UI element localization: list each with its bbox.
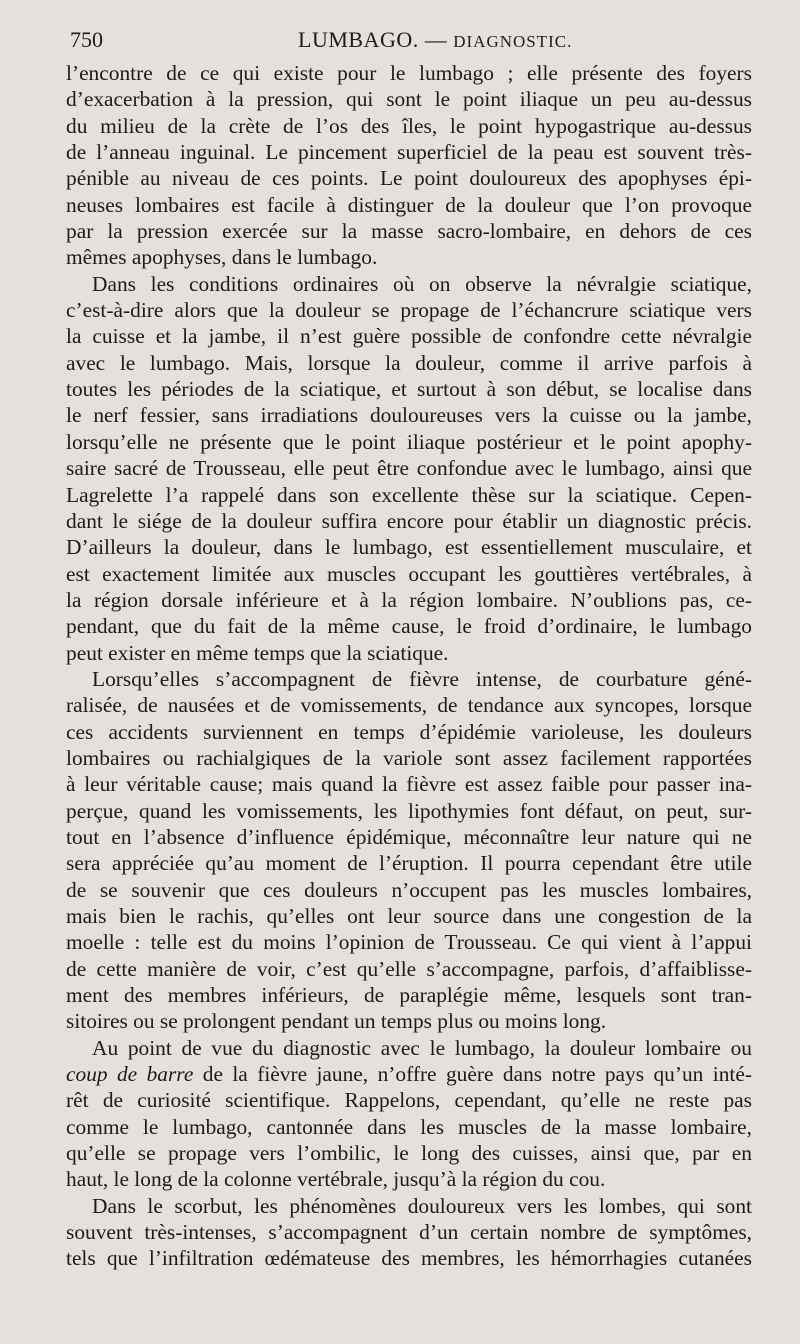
text-line: Lorsqu’elles s’accompagnent de fièvre intense, de courbature géné-: [92, 666, 752, 691]
text-line: est exactement limitée aux muscles occupant les gouttières vertébrales, à: [66, 561, 752, 586]
text-line: souvent très-intenses, s’accompagnent d’un certain nombre de symptômes,: [66, 1220, 752, 1245]
text-line: peut exister en même temps que la sciatique.: [66, 640, 449, 665]
paragraph-3: [66, 666, 752, 1035]
chapter-title: LUMBAGO.: [298, 27, 419, 52]
text-line: [66, 1061, 752, 1087]
text-line: rêt de curiosité scientifique. Rappelons, cependant, qu’elle ne reste pas: [66, 1088, 752, 1113]
text-line: D’ailleurs la douleur, dans le lumbago, est essentiellement musculaire, et: [66, 535, 752, 560]
running-title: [298, 22, 572, 60]
text-line: mêmes apophyses, dans le lumbago.: [66, 245, 378, 270]
text-line: toutes les périodes de la sciatique, et surtout à son début, se localise dans: [66, 377, 752, 402]
text-line: par la pression exercée sur la masse sacro-lombaire, en dehors de ces: [66, 219, 752, 244]
text-line: avec le lumbago. Mais, lorsque la douleur, comme il arrive parfois à: [66, 350, 752, 375]
text-line: neuses lombaires est facile à distinguer de la douleur que l’on provoque: [66, 192, 752, 217]
text-line: ces accidents surviennent en temps d’épidémie varioleuse, les douleurs: [66, 719, 752, 744]
section-title: DIAGNOSTIC.: [453, 32, 573, 51]
paragraph-1: [66, 60, 752, 271]
text-line: dant le siége de la douleur suffira encore pour établir un diagnostic précis.: [66, 508, 752, 533]
text-line: mais bien le rachis, qu’elles ont leur source dans une congestion de la: [66, 904, 752, 928]
text-line: lombaires ou rachialgiques de la variole sont assez facilement rapportées: [66, 745, 752, 770]
paragraph-5: [66, 1193, 752, 1272]
text-line: tout en l’absence d’influence épidémique, méconnaître leur nature qui ne: [66, 824, 752, 849]
text-line: Dans les conditions ordinaires où on observe la névralgie sciatique,: [92, 271, 752, 296]
text-line: de se souvenir que ces douleurs n’occupent pas les muscles lombaires,: [66, 877, 752, 902]
text-line: perçue, quand les vomissements, les lipothymies font défaut, on peut, sur-: [66, 798, 752, 823]
text-line: sitoires ou se prolongent pendant un temps plus ou moins long.: [66, 1009, 607, 1034]
text-line: lorsqu’elle ne présente que le point iliaque postérieur et le point apophy-: [66, 429, 752, 454]
text-line: moelle : telle est du moins l’opinion de Trousseau. Ce qui vient à l’appui: [66, 930, 752, 955]
text-line: saire sacré de Trousseau, elle peut être confondue avec le lumbago, ainsi que: [66, 456, 752, 481]
text-line: de l’anneau inguinal. Le pincement superficiel de la peau est souvent très-: [66, 140, 752, 165]
paragraph-2: [66, 271, 752, 666]
text-line: de cette manière de voir, c’est qu’elle s’accompagne, parfois, d’affaiblisse-: [66, 956, 752, 981]
text-line: haut, le long de la colonne vertébrale, jusqu’à la région du cou.: [66, 1167, 606, 1192]
text-line: sera appréciée qu’au moment de l’éruption. Il pourra cependant être utile: [66, 851, 752, 876]
text-line: la cuisse et la jambe, il n’est guère possible de confondre cette névralgie: [66, 324, 752, 349]
text-line: ment des membres inférieurs, de paraplégie même, lesquels sont tran-: [66, 983, 752, 1008]
text-line: c’est-à-dire alors que la douleur se propage de l’échancrure sciatique vers: [66, 298, 752, 323]
title-dash: —: [424, 27, 448, 52]
text-line: Dans le scorbut, les phénomènes douloureux vers les lombes, qui sont: [92, 1193, 752, 1218]
text-line: pendant, que du fait de la même cause, le froid d’ordinaire, le lumbago: [66, 614, 752, 639]
text-fragment: de la fièvre jaune, n’offre guère dans notre pays qu’un inté-: [193, 1062, 752, 1087]
page-number: 750: [70, 27, 103, 52]
text-line: Lagrelette l’a rappelé dans son excellente thèse sur la sciatique. Cepen-: [66, 482, 752, 507]
text-line: la région dorsale inférieure et à la région lombaire. N’oublions pas, ce-: [66, 587, 752, 612]
text-line: tels que l’infiltration œdémateuse des membres, les hémorrhagies cutanées: [66, 1246, 752, 1271]
text-line: le nerf fessier, sans irradiations douloureuses vers la cuisse ou la jambe,: [66, 403, 752, 428]
text-line: d’exacerbation à la pression, qui sont le point iliaque un peu au-dessus: [66, 87, 752, 112]
text-line: l’encontre de ce qui existe pour le lumbago ; elle présente des foyers: [66, 61, 752, 85]
body-text: [66, 60, 752, 1272]
text-line: qu’elle se propage vers l’ombilic, le long des cuisses, ainsi que, par en: [66, 1141, 752, 1166]
running-header: [66, 22, 752, 58]
italic-term: coup de barre: [66, 1062, 194, 1087]
text-line: à leur véritable cause; mais quand la fièvre est assez faible pour passer ina-: [66, 772, 752, 797]
paragraph-4: [66, 1035, 752, 1193]
text-line: ralisée, de nausées et de vomissements, de tendance aux syncopes, lorsque: [66, 693, 752, 718]
text-line: comme le lumbago, cantonnée dans les muscles de la masse lombaire,: [66, 1114, 752, 1139]
text-line: pénible au niveau de ces points. Le point douloureux des apophyses épi-: [66, 166, 752, 191]
text-line: Au point de vue du diagnostic avec le lumbago, la douleur lombaire ou: [92, 1035, 752, 1060]
text-line: du milieu de la crète de l’os des îles, le point hypogastrique au-dessus: [66, 113, 752, 138]
